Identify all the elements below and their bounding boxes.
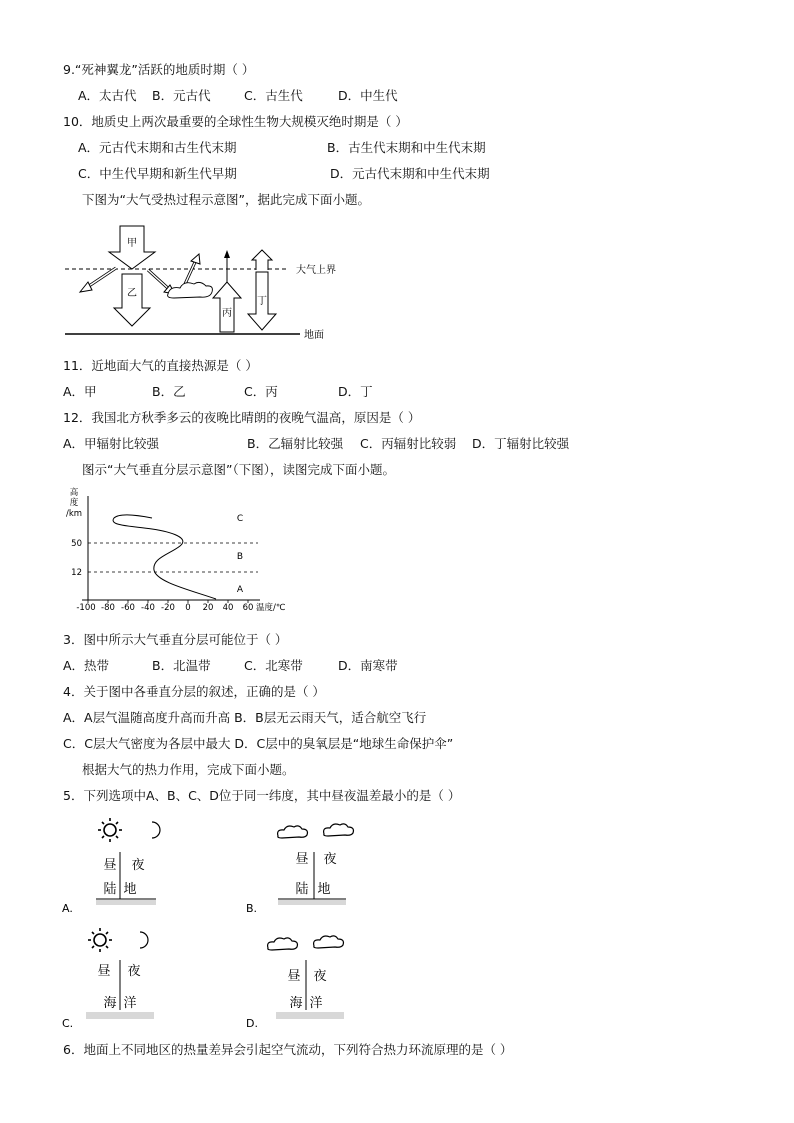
surface-label-2: 地 [317, 882, 331, 897]
sun-icon [88, 928, 112, 952]
q3-option-a: A．热带 [63, 658, 110, 673]
q9-option-d: D．中生代 [338, 88, 398, 103]
question-3-stem: 3．图中所示大气垂直分层可能位于（ ） [63, 632, 288, 647]
question-4-stem: 4．关于图中各垂直分层的叙述，正确的是（ ） [63, 684, 325, 699]
q12-option-b: B．乙辐射比较强 [247, 436, 344, 451]
x-tick: -40 [141, 603, 155, 613]
day-label: 昼 [295, 852, 309, 867]
label-ground: 地面 [304, 330, 324, 341]
x-tick: 0 [185, 603, 191, 613]
q12-option-a: A．甲辐射比较强 [63, 436, 160, 451]
q10-option-b: B．古生代末期和中生代末期 [327, 140, 486, 155]
q5-panel-a [60, 816, 180, 922]
panel-letter: A. [62, 902, 73, 915]
q4-options-line-2: C．C层大气密度为各层中最大 D．C层中的臭氧层是“地球生命保护伞” [63, 736, 454, 751]
label-atmosphere-top: 大气上界 [296, 265, 336, 276]
layer-c: C [236, 514, 244, 524]
intro-figure-1: 下图为“大气受热过程示意图”，据此完成下面小题。 [82, 192, 370, 207]
question-9-stem: 9.“死神翼龙”活跃的地质时期（ ） [63, 62, 255, 77]
cloud-icon [314, 936, 344, 948]
intro-thermal: 根据大气的热力作用，完成下面小题。 [82, 762, 295, 777]
y-axis-label-2: 度 [69, 498, 79, 508]
question-11-stem: 11．近地面大气的直接热源是（ ） [63, 358, 258, 373]
day-label: 昼 [97, 964, 111, 979]
surface-label-2: 洋 [123, 996, 137, 1011]
q3-option-d: D．南寒带 [338, 658, 398, 673]
q9-option-a: A．太古代 [78, 88, 137, 103]
layer-b: B [236, 552, 244, 562]
question-5-stem: 5．下列选项中A、B、C、D位于同一纬度，其中昼夜温差最小的是（ ） [63, 788, 461, 803]
label-ding: 丁 [257, 296, 267, 307]
label-yi: 乙 [127, 288, 137, 299]
x-axis-label: 温度/℃ [256, 603, 286, 613]
x-tick: 20 [202, 603, 214, 613]
q11-option-d: D．丁 [338, 384, 373, 399]
x-tick: 40 [222, 603, 234, 613]
question-12-stem: 12．我国北方秋季多云的夜晚比晴朗的夜晚气温高，原因是（ ） [63, 410, 421, 425]
q10-option-a: A．元古代末期和古生代末期 [78, 140, 237, 155]
q4-options-line-1: A．A层气温随高度升高而升高 B．B层无云雨天气，适合航空飞行 [63, 710, 427, 725]
y-tick-12: 12 [71, 568, 82, 578]
q10-option-c: C．中生代早期和新生代早期 [78, 166, 237, 181]
q3-option-b: B．北温带 [152, 658, 211, 673]
y-axis-label-3: /km [65, 509, 83, 519]
x-tick: -80 [101, 603, 115, 613]
q9-option-c: C．古生代 [244, 88, 303, 103]
y-tick-50: 50 [71, 539, 82, 549]
q12-option-d: D．丁辐射比较强 [472, 436, 570, 451]
label-jia: 甲 [127, 238, 137, 249]
panel-letter: D. [246, 1017, 258, 1030]
atmosphere-layers-diagram [62, 486, 312, 616]
night-label: 夜 [323, 852, 337, 867]
label-bing: 丙 [222, 308, 232, 319]
q5-panel-c [60, 926, 180, 1034]
q11-option-b: B．乙 [152, 384, 186, 399]
q3-option-c: C．北寒带 [244, 658, 303, 673]
q12-option-c: C．丙辐射比较弱 [360, 436, 457, 451]
sun-icon [98, 818, 122, 842]
layer-a: A [236, 585, 244, 595]
q5-panel-b [244, 816, 364, 922]
q11-option-c: C．丙 [244, 384, 278, 399]
atmosphere-heating-diagram [60, 222, 360, 344]
moon-icon [140, 932, 148, 948]
panel-letter: C. [62, 1017, 74, 1030]
night-label: 夜 [313, 969, 327, 984]
intro-figure-2: 图示“大气垂直分层示意图”（下图），读图完成下面小题。 [82, 462, 395, 477]
cloud-icon [324, 824, 354, 836]
night-label: 夜 [127, 964, 141, 979]
y-axis-label-1: 高 [69, 488, 79, 498]
night-label: 夜 [131, 858, 145, 873]
day-label: 昼 [287, 969, 301, 984]
surface-label-1: 陆 [295, 882, 309, 897]
surface-label-1: 陆 [103, 882, 117, 897]
surface-label-2: 地 [123, 882, 137, 897]
x-tick: -20 [161, 603, 175, 613]
surface-label-1: 海 [103, 996, 117, 1011]
question-10-stem: 10．地质史上两次最重要的全球性生物大规模灭绝时期是（ ） [63, 114, 408, 129]
q9-option-b: B．元古代 [152, 88, 211, 103]
x-tick: -60 [121, 603, 135, 613]
x-tick: -100 [76, 603, 96, 613]
q5-panel-d [244, 926, 364, 1034]
surface-label-2: 洋 [309, 996, 323, 1011]
q11-option-a: A．甲 [63, 384, 97, 399]
day-label: 昼 [103, 858, 117, 873]
question-6-stem: 6．地面上不同地区的热量差异会引起空气流动，下列符合热力环流原理的是（ ） [63, 1042, 513, 1057]
cloud-icon [268, 938, 298, 950]
panel-letter: B. [246, 902, 258, 915]
q10-option-d: D．元古代末期和中生代末期 [330, 166, 490, 181]
x-tick: 60 [242, 603, 254, 613]
cloud-icon [278, 826, 308, 838]
surface-label-1: 海 [289, 996, 303, 1011]
moon-icon [152, 822, 160, 838]
